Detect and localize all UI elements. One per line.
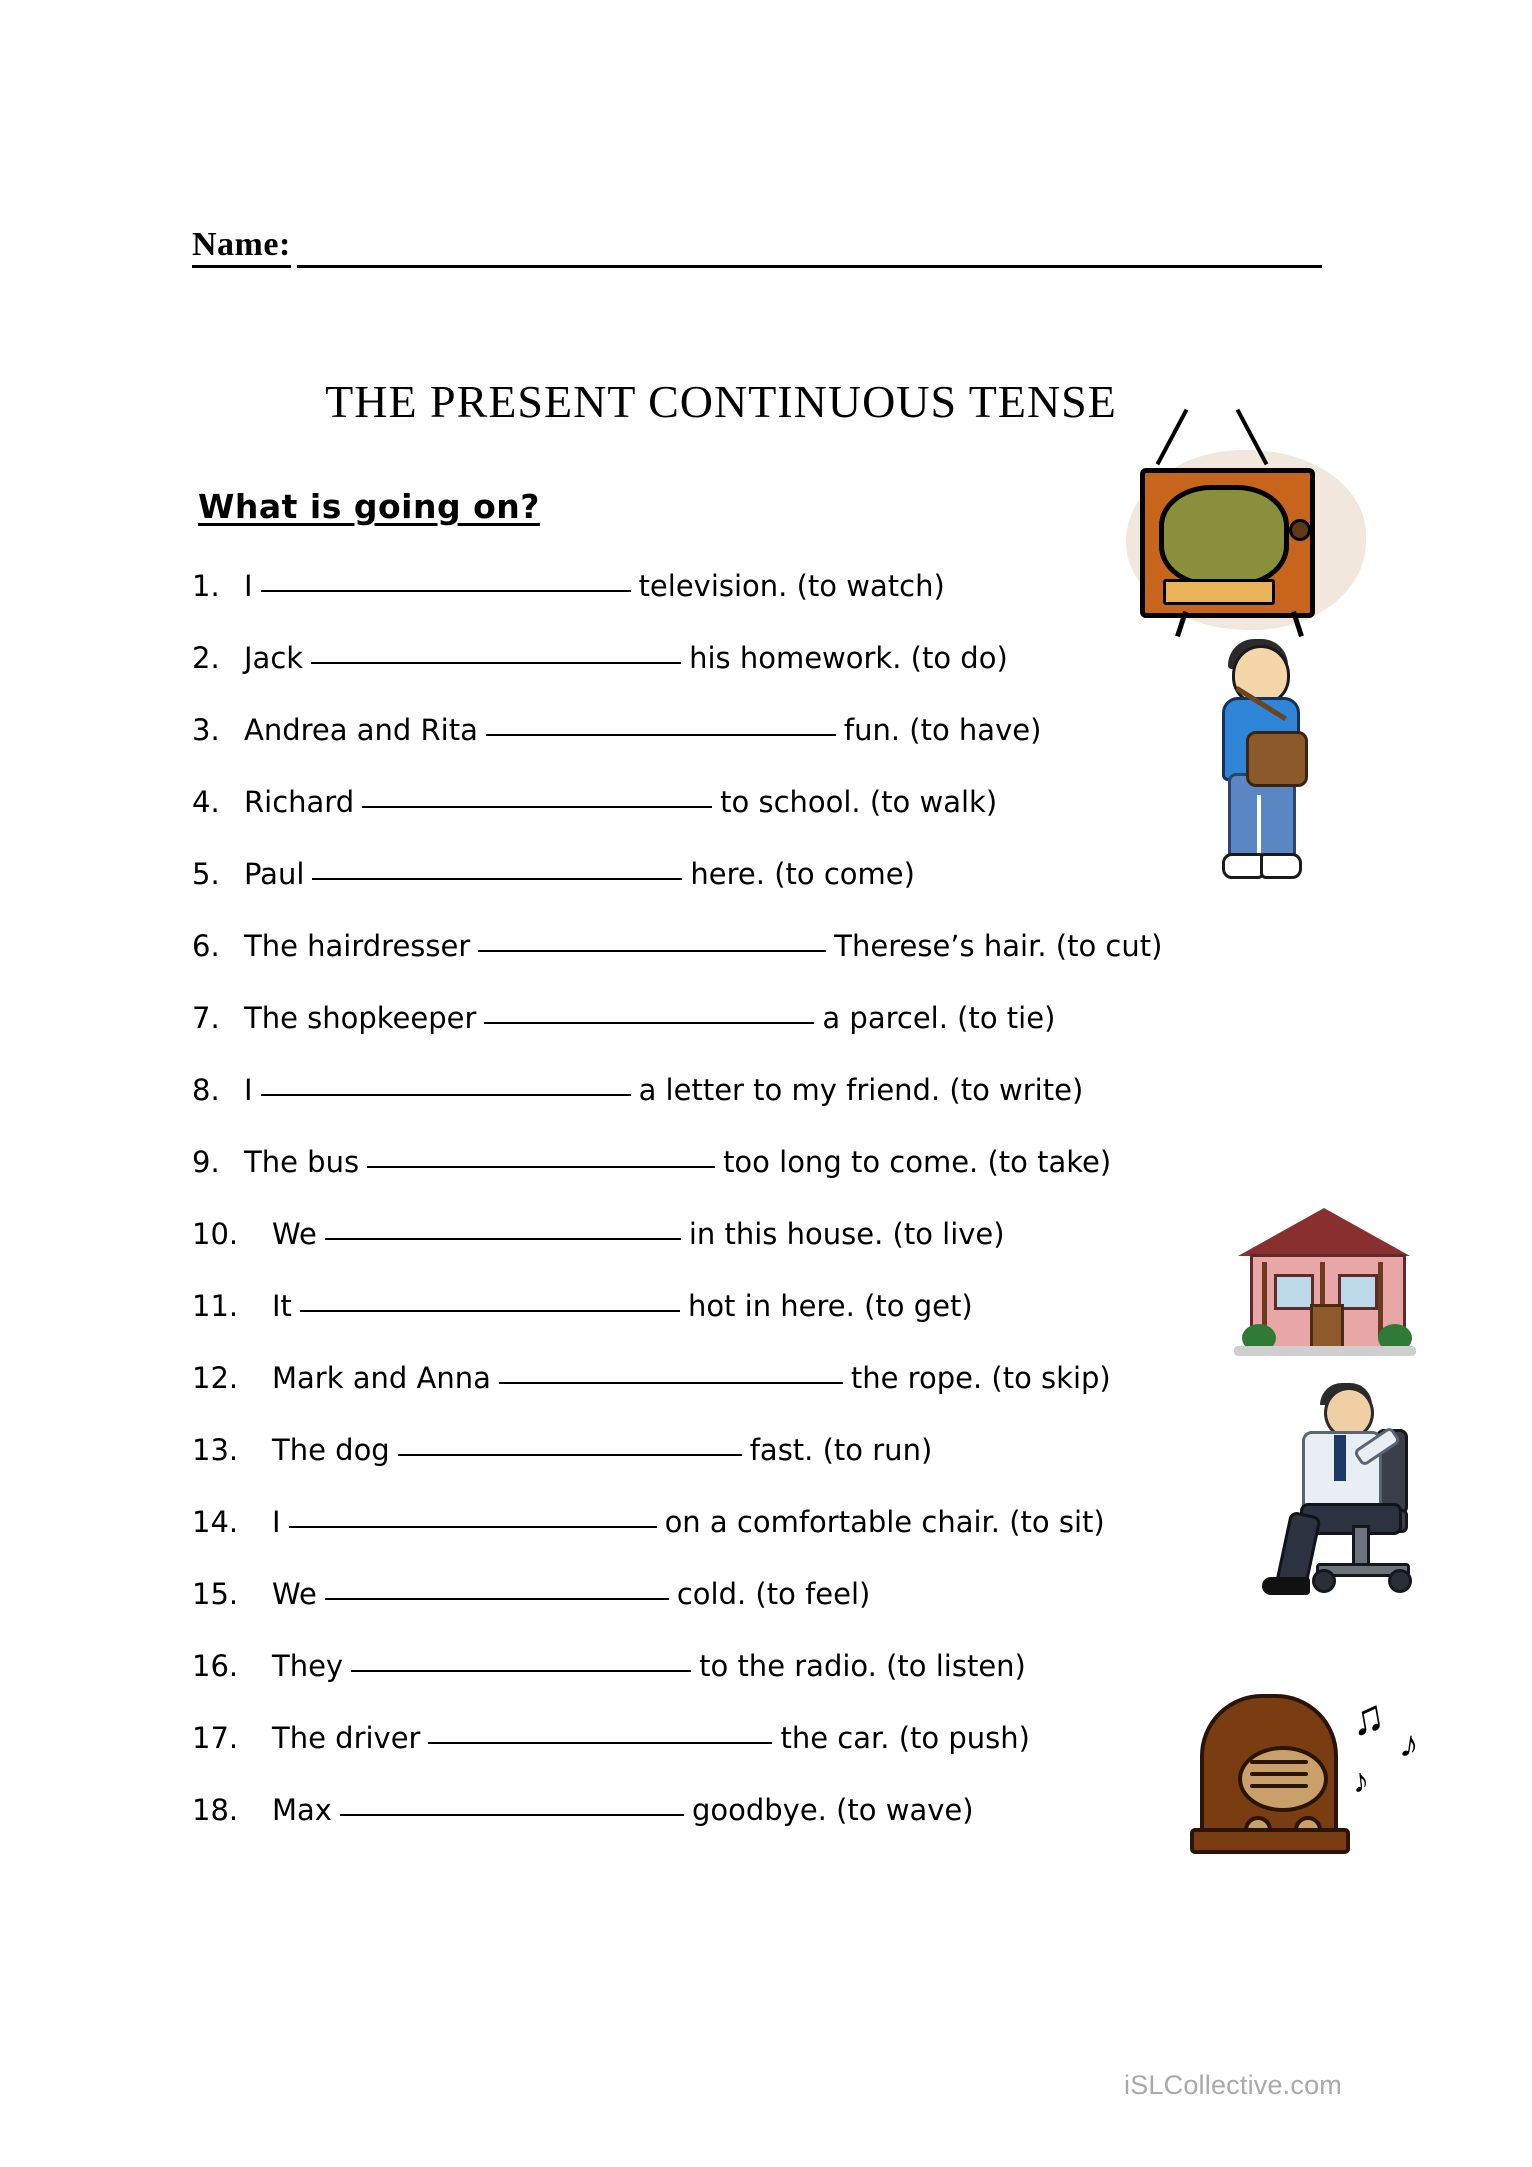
answer-blank[interactable] <box>362 806 712 808</box>
music-note-icon-3: ♪ <box>1350 1761 1371 1801</box>
exercise-item <box>192 713 1352 788</box>
answer-blank[interactable] <box>398 1454 742 1456</box>
answer-blank[interactable] <box>484 1022 814 1024</box>
house-illustration <box>1228 1200 1423 1370</box>
exercise-number: 2. <box>192 641 220 675</box>
exercise-suffix: on a comfortable chair. (to sit) <box>664 1505 1105 1539</box>
boy-leg-split <box>1257 795 1261 859</box>
exercise-suffix: Therese’s hair. (to cut) <box>834 929 1163 963</box>
answer-blank[interactable] <box>261 1094 631 1096</box>
exercise-suffix: the rope. (to skip) <box>850 1361 1111 1395</box>
exercise-suffix: in this house. (to live) <box>688 1217 1005 1251</box>
answer-blank[interactable] <box>289 1526 657 1528</box>
exercise-prefix: The dog <box>272 1433 390 1467</box>
boy-shoe-right <box>1260 853 1302 879</box>
radio-grill-line-2 <box>1250 1772 1308 1776</box>
exercise-prefix: The shopkeeper <box>244 1001 477 1035</box>
exercise-item <box>192 1217 1352 1292</box>
exercise-number: 18. <box>192 1793 239 1827</box>
exercise-prefix: We <box>272 1217 317 1251</box>
exercise-item <box>192 1433 1352 1508</box>
exercise-number: 9. <box>192 1145 220 1179</box>
answer-blank[interactable] <box>486 734 836 736</box>
exercise-item <box>192 1577 1352 1652</box>
exercise-prefix: The hairdresser <box>244 929 471 963</box>
exercise-list <box>192 569 1352 1868</box>
exercise-item <box>192 1721 1352 1796</box>
exercise-suffix: a letter to my friend. (to write) <box>638 1073 1084 1107</box>
tv-control-panel <box>1163 579 1275 605</box>
exercise-number: 4. <box>192 785 220 819</box>
exercise-suffix: to the radio. (to listen) <box>699 1649 1026 1683</box>
house-ground <box>1234 1346 1416 1356</box>
exercise-prefix: The driver <box>272 1721 421 1755</box>
section-heading: What is going on? <box>198 487 540 526</box>
answer-blank[interactable] <box>351 1670 691 1672</box>
chair-wheel-left <box>1312 1569 1336 1593</box>
answer-blank[interactable] <box>311 662 681 664</box>
exercise-item <box>192 1001 1352 1076</box>
exercise-number: 16. <box>192 1649 239 1683</box>
tv-body <box>1140 468 1315 618</box>
exercise-prefix: Max <box>272 1793 332 1827</box>
exercise-prefix: I <box>244 1073 253 1107</box>
radio-body <box>1200 1694 1338 1842</box>
tv-screen <box>1159 485 1289 587</box>
exercise-number: 12. <box>192 1361 239 1395</box>
exercise-item <box>192 857 1352 932</box>
television-illustration <box>1118 430 1373 645</box>
exercise-number: 13. <box>192 1433 239 1467</box>
exercise-item <box>192 1649 1352 1724</box>
schoolboy-illustration <box>1198 645 1328 895</box>
exercise-prefix: Paul <box>244 857 305 891</box>
exercise-suffix: here. (to come) <box>690 857 915 891</box>
exercise-item <box>192 785 1352 860</box>
exercise-suffix: his homework. (to do) <box>689 641 1008 675</box>
radio-grill-line-1 <box>1250 1760 1308 1764</box>
exercise-number: 8. <box>192 1073 220 1107</box>
answer-blank[interactable] <box>499 1382 843 1384</box>
exercise-number: 1. <box>192 569 220 603</box>
man-shoe <box>1262 1577 1310 1595</box>
house-window-right <box>1338 1274 1378 1310</box>
name-label: Name: <box>192 228 291 268</box>
answer-blank[interactable] <box>312 878 682 880</box>
exercise-number: 15. <box>192 1577 239 1611</box>
answer-blank[interactable] <box>340 1814 684 1816</box>
radio-speaker-grill <box>1238 1746 1328 1812</box>
boy-schoolbag <box>1246 731 1308 787</box>
exercise-number: 10. <box>192 1217 239 1251</box>
exercise-item <box>192 1505 1352 1580</box>
exercise-suffix: too long to come. (to take) <box>723 1145 1112 1179</box>
music-note-icon-1: ♫ <box>1345 1688 1389 1746</box>
exercise-prefix: Mark and Anna <box>272 1361 491 1395</box>
exercise-prefix: I <box>244 569 253 603</box>
answer-blank[interactable] <box>300 1310 680 1312</box>
answer-blank[interactable] <box>325 1598 669 1600</box>
answer-blank[interactable] <box>428 1742 772 1744</box>
exercise-prefix: I <box>272 1505 281 1539</box>
exercise-item <box>192 929 1352 1004</box>
exercise-suffix: cold. (to feel) <box>676 1577 871 1611</box>
exercise-item <box>192 1073 1352 1148</box>
exercise-prefix: Richard <box>244 785 355 819</box>
exercise-item <box>192 641 1352 716</box>
exercise-number: 11. <box>192 1289 239 1323</box>
answer-blank[interactable] <box>478 950 826 952</box>
music-note-icon-2: ♪ <box>1397 1722 1422 1768</box>
exercise-suffix: hot in here. (to get) <box>687 1289 973 1323</box>
exercise-number: 5. <box>192 857 220 891</box>
man-tie <box>1334 1435 1346 1481</box>
exercise-suffix: to school. (to walk) <box>720 785 998 819</box>
answer-blank[interactable] <box>325 1238 681 1240</box>
exercise-item <box>192 1361 1352 1436</box>
radio-grill-line-3 <box>1250 1784 1308 1788</box>
exercise-prefix: We <box>272 1577 317 1611</box>
answer-blank[interactable] <box>367 1166 715 1168</box>
chair-wheel-right <box>1388 1569 1412 1593</box>
exercise-suffix: television. (to watch) <box>638 569 945 603</box>
tv-knob <box>1289 519 1311 541</box>
house-beam-right <box>1378 1262 1383 1338</box>
businessman-chair-illustration <box>1258 1385 1443 1610</box>
name-row <box>192 228 1322 268</box>
exercise-number: 14. <box>192 1505 239 1539</box>
answer-blank[interactable] <box>261 590 631 592</box>
exercise-prefix: Andrea and Rita <box>244 713 478 747</box>
tv-leg-left <box>1175 611 1188 637</box>
exercise-item <box>192 1289 1352 1364</box>
radio-base <box>1190 1828 1350 1854</box>
exercise-suffix: fast. (to run) <box>749 1433 933 1467</box>
boy-head <box>1232 645 1290 705</box>
exercise-suffix: goodbye. (to wave) <box>691 1793 974 1827</box>
exercise-suffix: fun. (to have) <box>843 713 1042 747</box>
site-watermark: iSLCollective.com <box>1124 2070 1342 2100</box>
exercise-prefix: It <box>272 1289 292 1323</box>
page-title: THE PRESENT CONTINUOUS TENSE <box>325 376 1117 427</box>
exercise-item <box>192 1793 1352 1868</box>
house-window-left <box>1274 1274 1314 1310</box>
house-door <box>1310 1304 1344 1352</box>
name-input-line[interactable] <box>297 264 1322 268</box>
exercise-number: 3. <box>192 713 220 747</box>
exercise-number: 6. <box>192 929 220 963</box>
exercise-number: 7. <box>192 1001 220 1035</box>
exercise-suffix: the car. (to push) <box>780 1721 1030 1755</box>
house-roof <box>1238 1208 1410 1256</box>
boy-shoe-left <box>1222 853 1264 879</box>
exercise-number: 17. <box>192 1721 239 1755</box>
exercise-item <box>192 1145 1352 1220</box>
exercise-prefix: Jack <box>244 641 304 675</box>
radio-illustration <box>1190 1672 1450 1862</box>
exercise-prefix: The bus <box>244 1145 360 1179</box>
exercise-suffix: a parcel. (to tie) <box>822 1001 1056 1035</box>
exercise-prefix: They <box>272 1649 344 1683</box>
